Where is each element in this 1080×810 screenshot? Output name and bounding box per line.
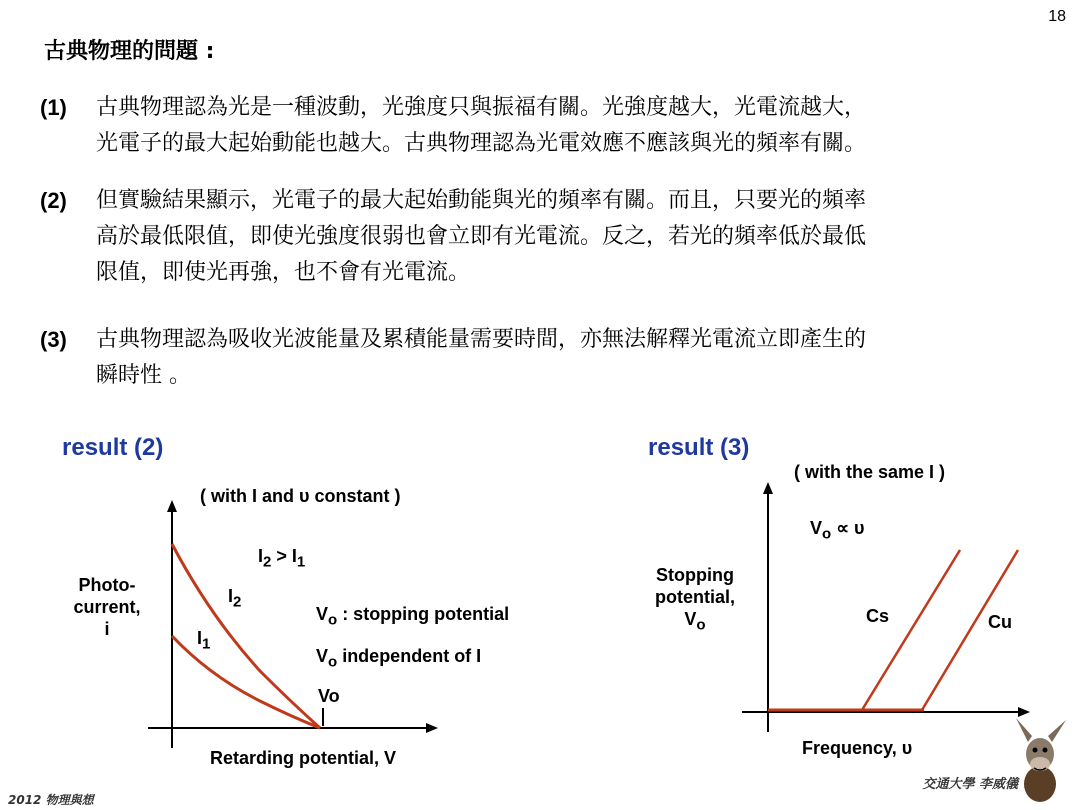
item-number: (3)	[40, 327, 67, 352]
intensity-relation	[258, 546, 305, 571]
item-number: (2)	[40, 188, 67, 213]
curve-i1	[172, 636, 320, 728]
ylabel-sub: o	[696, 616, 706, 634]
ylabel-line: current,	[73, 597, 141, 617]
item-line: 高於最低限值，即使光強度很弱也會立即有光電流。反之，若光的頻率低於最低	[96, 224, 867, 249]
lbl-sub: 2	[233, 593, 242, 611]
vo-marker-label: Vo	[318, 686, 340, 706]
ylabel-line: i	[104, 619, 110, 639]
item-line: 古典物理認為吸收光波能量及累積能量需要時間，亦無法解釋光電流立即產生的	[96, 327, 867, 352]
right-chart-subtitle: ( with the same I )	[794, 462, 946, 482]
note-sub: o	[328, 653, 338, 671]
curve-label-i1	[197, 628, 210, 653]
stopping-potential-note	[316, 604, 509, 629]
note-rest: : stopping potential	[337, 604, 510, 624]
right-chart-ylabel	[636, 564, 754, 637]
ylabel-line	[636, 608, 754, 637]
donkey-mascot-icon	[1010, 712, 1072, 806]
y-axis-arrow	[763, 482, 773, 494]
note-main: V	[316, 646, 329, 666]
right-chart-xlabel: Frequency, υ	[802, 738, 913, 758]
item-line: 光電子的最大起始動能也越大。古典物理認為光電效應不應該與光的頻率有關。	[96, 131, 867, 156]
rel-main: V	[810, 518, 823, 538]
item-line: 古典物理認為光是一種波動，光強度只與振福有關。光強度越大，光電流越大，	[96, 95, 867, 120]
lbl-main: I	[228, 586, 234, 606]
page-number: 18	[1048, 8, 1066, 25]
rel-sub: o	[822, 525, 832, 543]
note-sub: o	[328, 611, 338, 629]
independence-note	[316, 646, 481, 671]
rel-mid: > I	[271, 546, 297, 566]
series-line-cs	[862, 550, 960, 710]
rel-rest: ∝ υ	[831, 518, 865, 538]
lbl-sub: 1	[202, 635, 211, 653]
item-number: (1)	[40, 95, 67, 120]
ylabel-line: potential,	[655, 587, 735, 607]
left-chart-xlabel: Retarding potential, V	[210, 748, 397, 768]
item-line: 瞬時性 。	[96, 363, 191, 388]
x-axis-arrow	[426, 723, 438, 733]
rel-sub2: 1	[296, 553, 306, 571]
footer-left: 2012 物理與想	[8, 793, 94, 807]
ylabel-main: V	[684, 609, 697, 629]
ylabel-line: Stopping	[656, 565, 734, 585]
footer-right: 交通大學 李威儀	[922, 777, 1018, 792]
y-axis-arrow	[167, 500, 177, 512]
item-line: 限值，即使光再強，也不會有光電流。	[96, 260, 471, 285]
rel-main: I	[258, 546, 264, 566]
lbl-main: I	[197, 628, 203, 648]
ylabel-line: Photo-	[78, 575, 136, 595]
curve-i2	[172, 544, 320, 728]
series-label-cs: Cs	[866, 606, 890, 626]
proportionality-note	[810, 518, 865, 543]
note-rest: independent of I	[337, 646, 482, 666]
slide-heading: 古典物理的問題 :	[44, 39, 215, 64]
left-chart-title: result (2)	[62, 434, 164, 461]
left-chart-subtitle: ( with I and υ constant )	[200, 486, 401, 506]
note-main: V	[316, 604, 329, 624]
curve-label-i2	[228, 586, 241, 611]
right-chart-title: result (3)	[648, 434, 750, 461]
right-chart-plot	[738, 474, 1038, 736]
rel-sub1: 2	[263, 553, 272, 571]
series-label-cu: Cu	[988, 612, 1012, 632]
item-line: 但實驗結果顯示，光電子的最大起始動能與光的頻率有關。而且，只要光的頻率	[96, 188, 867, 213]
